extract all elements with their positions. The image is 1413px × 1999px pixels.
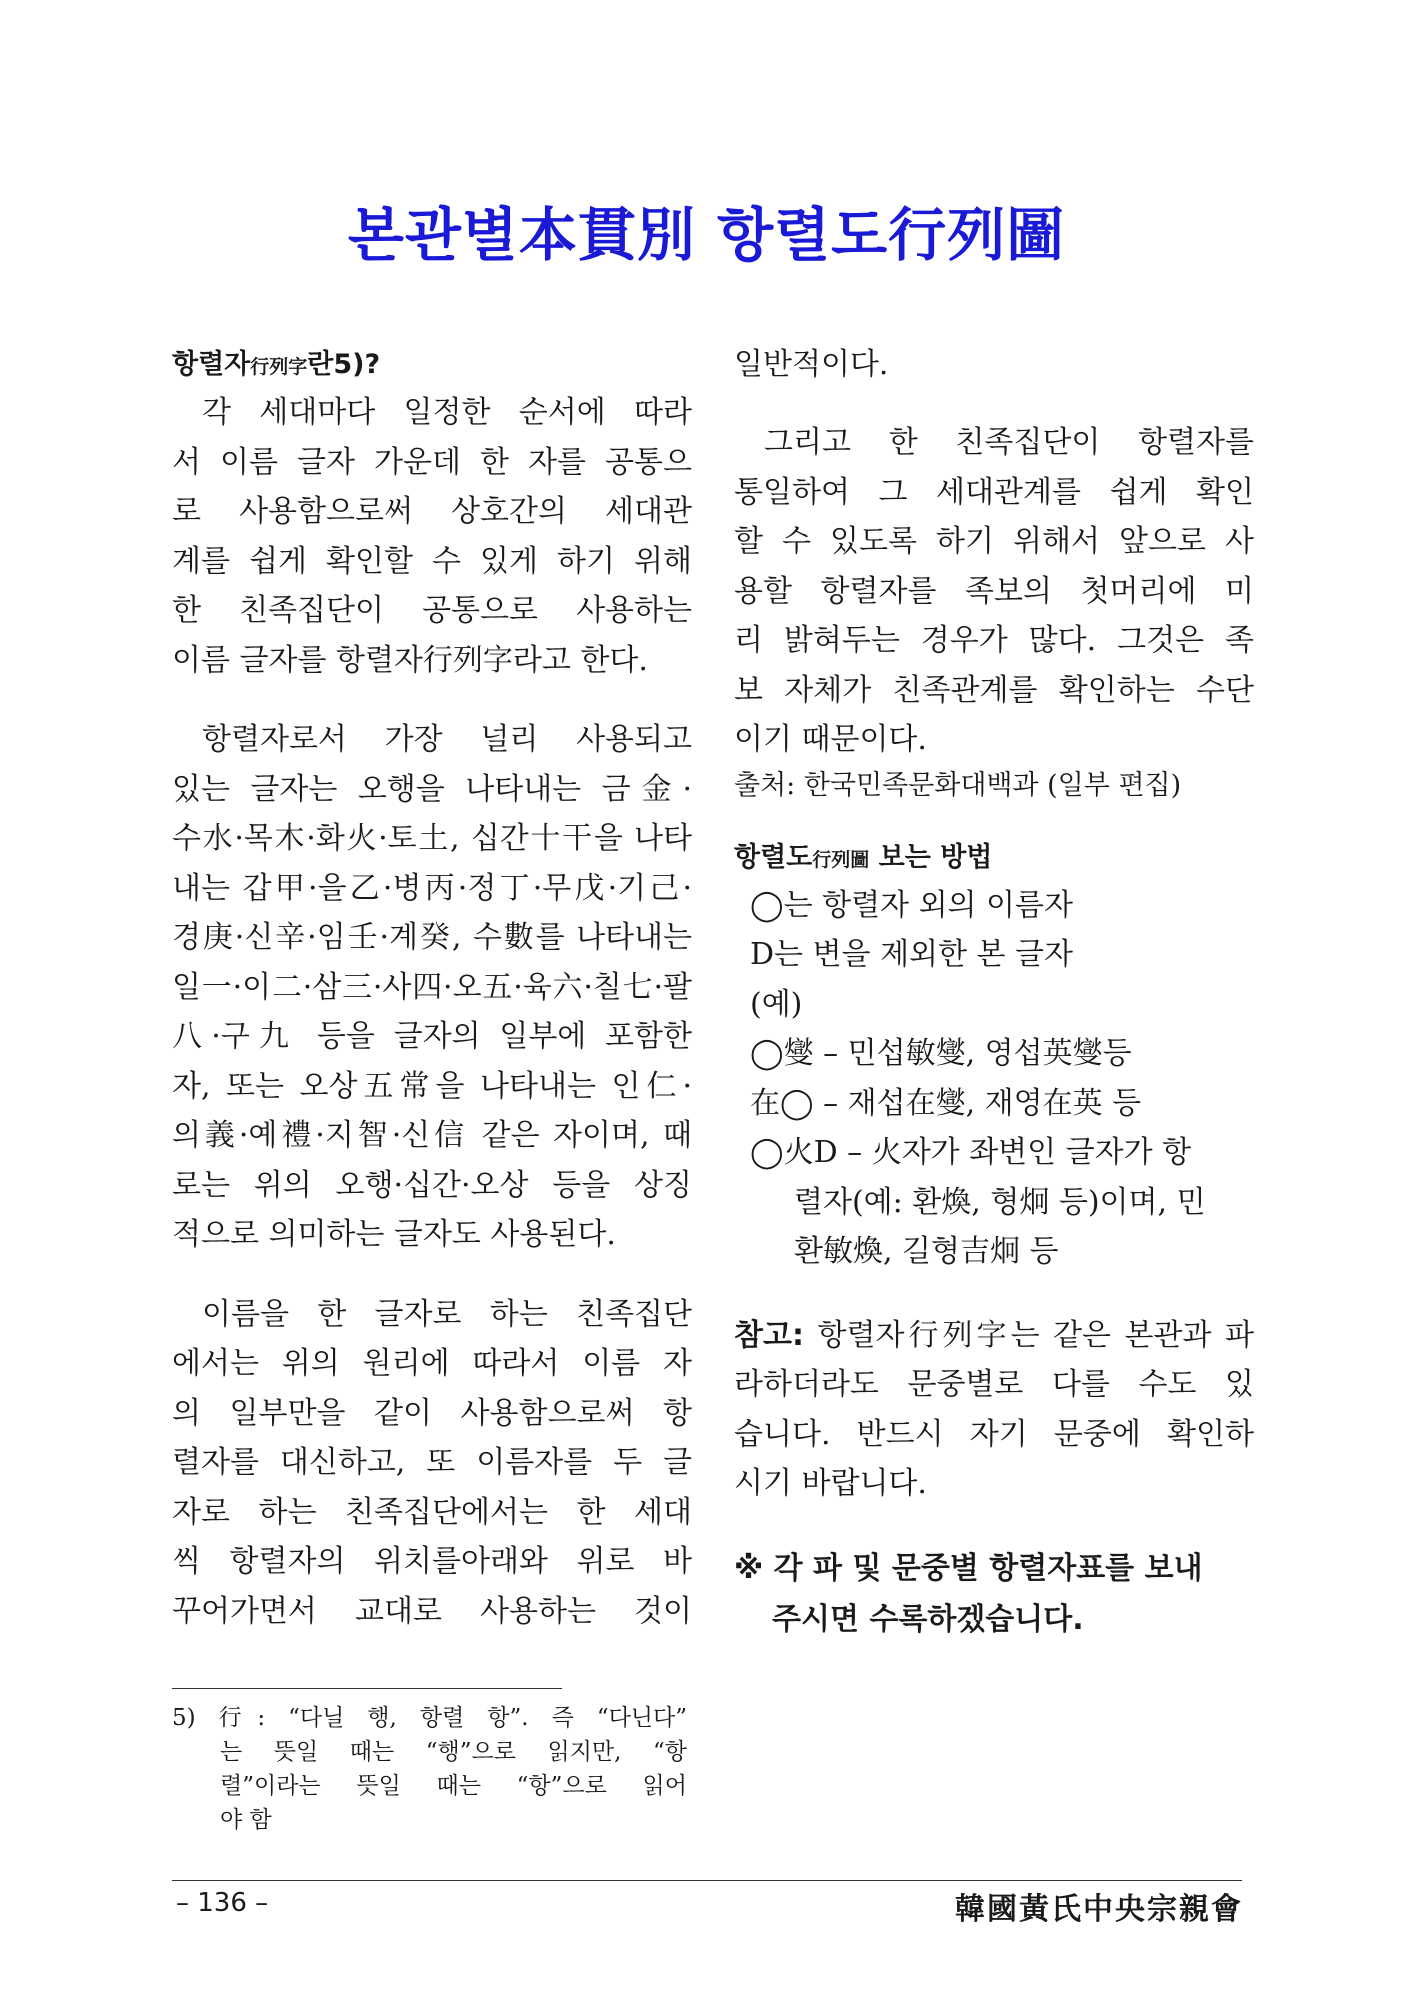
text-line: 참고: 항렬자行列字는 같은 본관과 파 — [734, 1317, 1254, 1353]
text-line: 의義·예禮·지智·신信 같은 자이며, 때 — [172, 1118, 692, 1153]
left-column — [172, 342, 692, 1636]
text-line: 수水·목木·화火·토土, 십간十干을 나타 — [172, 821, 692, 856]
text-line: 서 이름 글자 가운데 한 자를 공통으 — [172, 444, 692, 480]
footnote-line: 5) 行: “다닐 행, 항렬 항”. 즉 “다닌다” — [172, 1705, 687, 1731]
source-citation: 출처: 한국민족문화대백과 (일부 편집) — [734, 769, 1182, 801]
howto-line: ◯燮 – 민섭敏燮, 영섭英燮등 — [750, 1036, 1132, 1071]
paragraph-2 — [172, 715, 692, 1260]
paragraph-1 — [172, 388, 692, 685]
submission-notice: ※ 각 파 및 문중별 항렬자표를 보내 — [734, 1550, 1203, 1586]
text-line: 한 친족집단이 공통으로 사용하는 — [172, 593, 692, 628]
text-line: 에서는 위의 원리에 따라서 이름 자 — [172, 1346, 692, 1381]
footnote-divider — [172, 1688, 562, 1689]
howto-line: D는 변을 제외한 본 글자 — [750, 937, 1074, 972]
text-line: 의 일부만을 같이 사용함으로써 항 — [172, 1395, 692, 1431]
section-heading-hangryeolja: 항렬자行列字란5)? — [172, 349, 381, 380]
text-line: 할 수 있도록 하기 위해서 앞으로 사 — [734, 524, 1254, 559]
text-line: 이름을 한 글자로 하는 친족집단 — [202, 1296, 692, 1332]
text-line: 라하더라도 문중별로 다를 수도 있 — [734, 1367, 1254, 1402]
text-line: 이름 글자를 항렬자行列字라고 한다. — [172, 642, 648, 678]
text-line: 있는 글자는 오행을 나타내는 금金· — [172, 771, 692, 807]
text-line: 내는 갑甲·을乙·병丙·정丁·무戊·기己· — [172, 870, 692, 906]
text-line: 八·구九 등을 글자의 일부에 포함한 — [172, 1019, 692, 1054]
text-line: 씩 항렬자의 위치를아래와 위로 바 — [172, 1544, 692, 1579]
section-heading-howto: 항렬도行列圖 보는 방법 — [734, 841, 993, 873]
text-line: 로 사용함으로써 상호간의 세대관 — [172, 494, 692, 529]
reference-note — [734, 1311, 1254, 1509]
howto-line: 환敏煥, 길형吉炯 등 — [794, 1234, 1059, 1269]
text-line: 이기 때문이다. — [734, 722, 927, 757]
text-line: 용할 항렬자를 족보의 첫머리에 미 — [734, 573, 1254, 609]
text-line: 자로 하는 친족집단에서는 한 세대 — [172, 1494, 692, 1530]
text-line: 일一·이二·삼三·사四·오五·육六·칠七·팔 — [172, 969, 692, 1005]
text-line: 경庚·신辛·임壬·계癸, 수數를 나타내는 — [172, 920, 692, 955]
text-line: 일반적이다. — [734, 347, 889, 382]
organization-name: 韓國黃氏中央宗親會 — [955, 1892, 1243, 1927]
page-number: – 136 – — [176, 1888, 269, 1918]
howto-list — [734, 881, 1254, 1277]
text-line: 시기 바랍니다. — [734, 1466, 927, 1501]
text-line: 리 밝혀두는 경우가 많다. 그것은 족 — [734, 623, 1254, 658]
paragraph-4 — [734, 418, 1254, 765]
text-line: 꾸어가면서 교대로 사용하는 것이 — [172, 1593, 692, 1629]
text-line: 그리고 한 친족집단이 항렬자를 — [764, 425, 1254, 460]
howto-line: ◯火D – 火자가 좌변인 글자가 항 — [750, 1135, 1192, 1170]
howto-line: 在◯ – 재섭在燮, 재영在英 등 — [750, 1085, 1142, 1121]
text-line: 적으로 의미하는 글자도 사용된다. — [172, 1217, 616, 1252]
page-title: 본관별本貫別 항렬도行列圖 — [347, 201, 1066, 269]
footnote-line: 야 함 — [220, 1807, 272, 1833]
paragraph-3 — [172, 1290, 692, 1637]
howto-line: 렬자(예: 환煥, 형炯 등)이며, 민 — [794, 1184, 1206, 1220]
footnote-line: 는 뜻일 때는 “행”으로 읽지만, “항 — [220, 1739, 687, 1765]
submission-notice: 주시면 수록하겠습니다. — [772, 1601, 1084, 1637]
text-line: 로는 위의 오행·십간·오상 등을 상징 — [172, 1167, 692, 1203]
text-line: 각 세대마다 일정한 순서에 따라 — [202, 395, 692, 430]
footnote — [172, 1701, 687, 1837]
reference-label: 참고: — [734, 1317, 804, 1353]
text-line: 항렬자로서 가장 널리 사용되고 — [202, 722, 692, 757]
text-line: 자, 또는 오상五常을 나타내는 인仁· — [172, 1068, 692, 1104]
footer-divider — [172, 1880, 1242, 1881]
text-line: 보 자체가 친족관계를 확인하는 수단 — [734, 672, 1254, 708]
right-column — [734, 342, 1254, 1645]
text-line: 습니다. 반드시 자기 문중에 확인하 — [734, 1416, 1254, 1452]
text-line: 렬자를 대신하고, 또 이름자를 두 글 — [172, 1445, 692, 1480]
text-line: 계를 쉽게 확인할 수 있게 하기 위해 — [172, 543, 692, 579]
howto-line: ◯는 항렬자 외의 이름자 — [750, 887, 1074, 923]
text-line: 통일하여 그 세대관계를 쉽게 확인 — [734, 474, 1254, 510]
footnote-line: 렬”이라는 뜻일 때는 “항”으로 읽어 — [220, 1773, 687, 1799]
howto-line: (예) — [750, 986, 803, 1022]
